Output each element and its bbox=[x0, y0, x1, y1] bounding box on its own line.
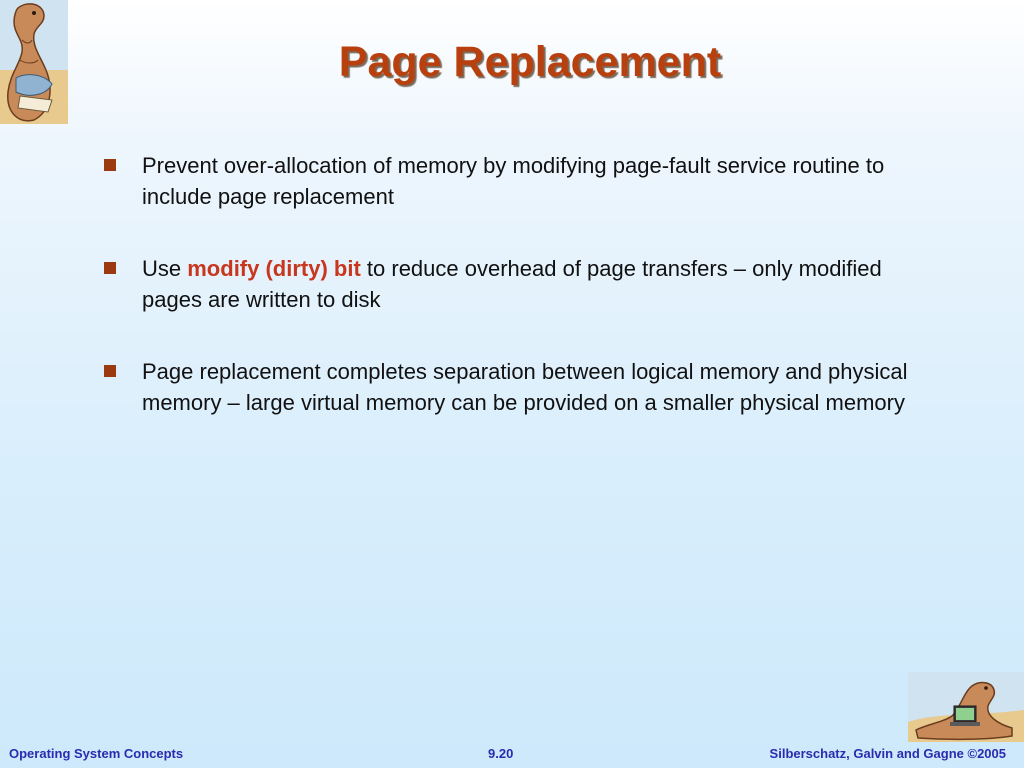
bullet-item bbox=[102, 356, 922, 418]
square-bullet-icon bbox=[104, 365, 116, 377]
bullet-item bbox=[102, 150, 922, 212]
bullet-list bbox=[102, 150, 922, 459]
square-bullet-icon bbox=[104, 262, 116, 274]
bullet-text-before: Use bbox=[142, 256, 188, 281]
footer-copyright: Silberschatz, Galvin and Gagne ©2005 bbox=[769, 746, 1006, 761]
footer-slide-number: 9.20 bbox=[488, 746, 514, 761]
bullet-text: Page replacement completes separation between logical memory and physical memory – large virtual memory can be provided on a smaller physical memory bbox=[142, 359, 908, 415]
bullet-text-after: to reduce overhead of page transfers – only modified pages are written to disk bbox=[142, 256, 882, 312]
page-title: Page Replacement bbox=[338, 38, 722, 86]
bullet-highlight: modify (dirty) bit bbox=[187, 256, 361, 281]
dinosaur-computer-icon bbox=[908, 672, 1024, 742]
square-bullet-icon bbox=[104, 159, 116, 171]
bullet-item bbox=[102, 253, 922, 315]
footer-book-title: Operating System Concepts bbox=[9, 746, 184, 761]
bullet-text: Prevent over-allocation of memory by modifying page-fault service routine to include page replacement bbox=[142, 153, 885, 209]
